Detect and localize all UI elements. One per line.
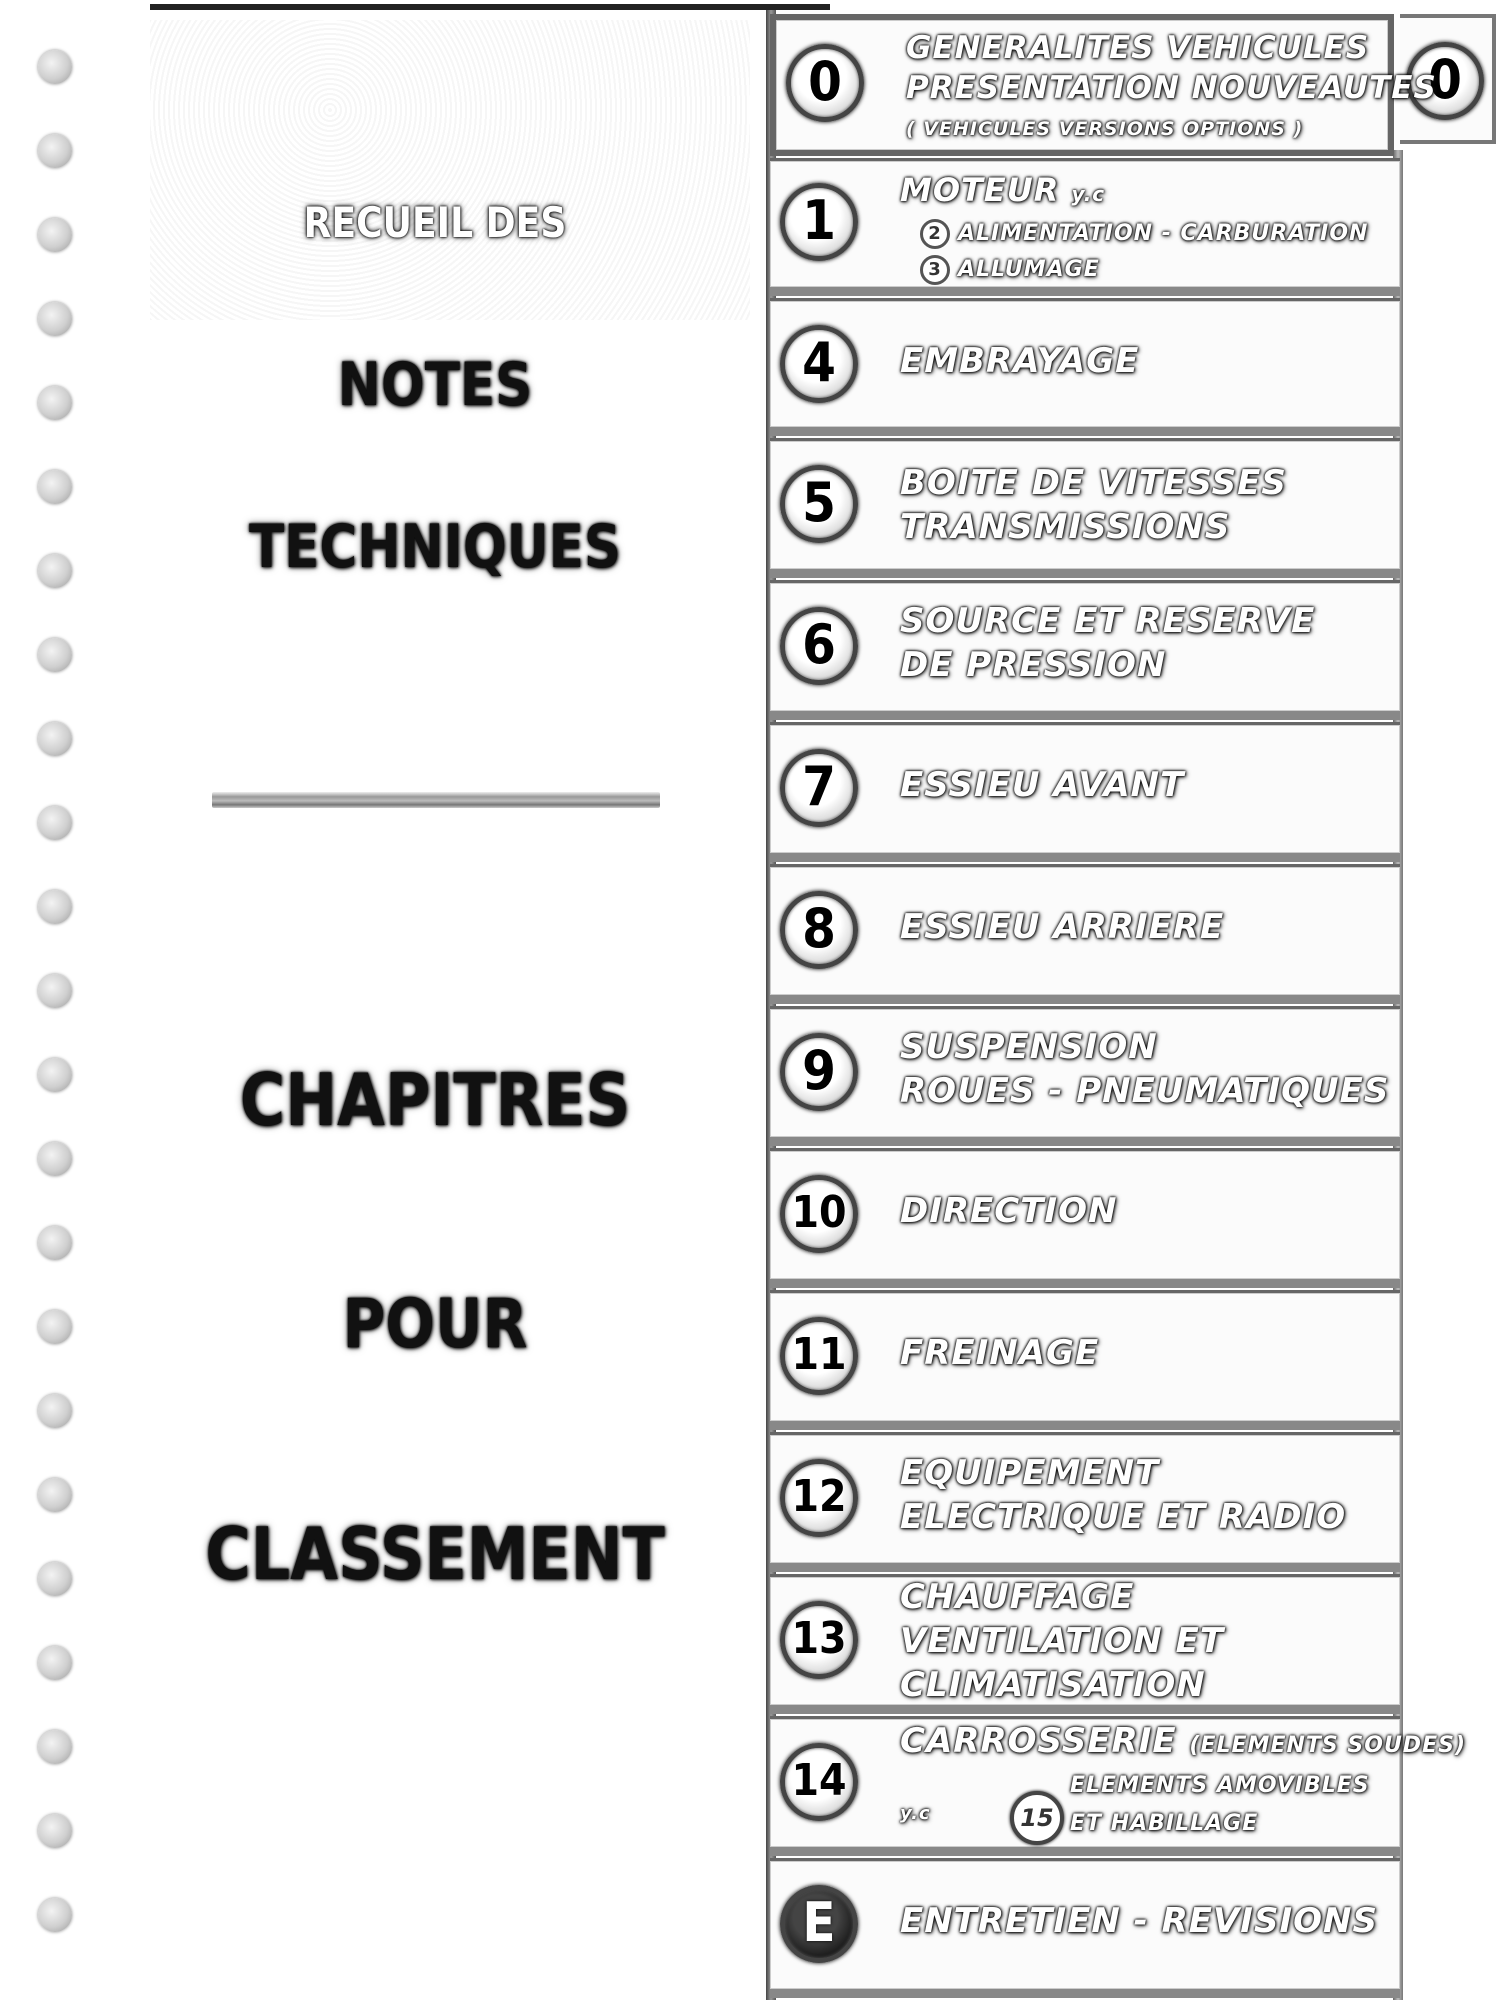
title-line-pour: POUR <box>342 1285 528 1364</box>
binder-hole-icon <box>38 134 72 168</box>
sub-chapter-label: ALIMENTATION - CARBURATION <box>958 221 1369 246</box>
chapter-title-line2: PRESENTATION NOUVEAUTES <box>906 70 1437 106</box>
sub-chapter-ref-icon: 2 <box>920 219 950 249</box>
chapter-title: BOITE DE VITESSES <box>900 463 1287 503</box>
chapter-number: 10 <box>780 1175 858 1253</box>
chapter-title-line2: DE PRESSION <box>900 645 1167 685</box>
chapter-title-text: CARROSSERIE <box>900 1721 1177 1761</box>
binder-hole-icon <box>38 1562 72 1596</box>
title-line-classement: CLASSEMENT <box>205 1512 665 1596</box>
chapter-number: 0 <box>786 44 864 122</box>
chapter-tab-14[interactable] <box>770 1716 1466 1856</box>
chapter-tab-10[interactable] <box>770 1148 1400 1288</box>
chapter-tab-1[interactable] <box>770 158 1400 296</box>
chapter-title-text: MOTEUR <box>900 171 1060 209</box>
title-line-recueil: RECUEIL DES <box>303 198 567 247</box>
chapter-title-line2: TRANSMISSIONS <box>900 507 1231 547</box>
binder-hole-icon <box>38 722 72 756</box>
binder-hole-icon <box>38 386 72 420</box>
chapter-title: DIRECTION <box>900 1191 1118 1231</box>
chapter-title: EQUIPEMENT <box>900 1453 1160 1493</box>
chapter-tab-9[interactable] <box>770 1006 1400 1146</box>
chapter-number: 7 <box>780 749 858 827</box>
title-divider <box>212 792 660 808</box>
binder-hole-icon <box>38 50 72 84</box>
chapter-title-note: (ELEMENTS SOUDES) <box>1189 1733 1466 1758</box>
binder-hole-icon <box>38 218 72 252</box>
binder-holes <box>38 50 84 1970</box>
binder-hole-icon <box>38 1142 72 1176</box>
sub-chapter-ref-icon: 3 <box>920 255 950 285</box>
side-tab-number: 0 <box>1406 42 1484 120</box>
binder-hole-icon <box>38 1730 72 1764</box>
chapter-yc: y.c <box>900 1803 931 1824</box>
chapter-sub-item <box>920 219 1368 249</box>
title-panel <box>150 0 750 2015</box>
binder-hole-icon <box>38 1898 72 1932</box>
chapter-tab-13[interactable] <box>770 1574 1400 1714</box>
chapter-title: ESSIEU AVANT <box>900 765 1185 805</box>
binder-hole-icon <box>38 1814 72 1848</box>
binder-hole-icon <box>38 1394 72 1428</box>
chapter-tab-e[interactable] <box>770 1858 1400 1998</box>
chapter-tab-5[interactable] <box>770 438 1400 578</box>
binder-hole-icon <box>38 302 72 336</box>
chapter-number: 8 <box>780 891 858 969</box>
binder-hole-icon <box>38 1478 72 1512</box>
chapter-number: 1 <box>780 183 858 261</box>
title-line-chapitres: CHAPITRES <box>239 1058 631 1142</box>
chapter-number: 6 <box>780 607 858 685</box>
title-line-techniques: TECHNIQUES <box>248 512 622 582</box>
chapter-tab-11[interactable] <box>770 1290 1400 1430</box>
chapter-number: 4 <box>780 325 858 403</box>
chapter-tab-6[interactable] <box>770 580 1400 720</box>
chapter-title: GENERALITES VEHICULES <box>906 30 1370 66</box>
chapter-number: 14 <box>780 1743 858 1821</box>
sub-chapter-label-line2: ET HABILLAGE <box>1070 1811 1259 1836</box>
binder-hole-icon <box>38 806 72 840</box>
title-line-notes: NOTES <box>337 350 533 420</box>
chapter-tab-7[interactable] <box>770 722 1400 862</box>
chapter-tab-0[interactable] <box>770 14 1437 156</box>
chapter-title-line2: VENTILATION ET <box>900 1621 1225 1661</box>
binder-hole-icon <box>38 1226 72 1260</box>
binder-hole-icon <box>38 974 72 1008</box>
chapter-number: 5 <box>780 465 858 543</box>
sub-chapter-ref-icon: 15 <box>1010 1791 1064 1845</box>
chapter-title: ENTRETIEN - REVISIONS <box>900 1901 1378 1941</box>
chapter-title: EMBRAYAGE <box>900 341 1140 381</box>
chapter-note: ( VEHICULES VERSIONS OPTIONS ) <box>906 118 1304 140</box>
binder-hole-icon <box>38 470 72 504</box>
chapter-sub-item <box>920 255 1100 285</box>
chapter-number: 9 <box>780 1033 858 1111</box>
chapter-title-line2: ELECTRIQUE ET RADIO <box>900 1497 1347 1537</box>
chapter-number: 12 <box>780 1459 858 1537</box>
chapter-tab-12[interactable] <box>770 1432 1400 1572</box>
chapter-title: SUSPENSION <box>900 1027 1158 1067</box>
chapter-title-line2: ROUES - PNEUMATIQUES <box>900 1071 1390 1111</box>
chapter-title: CHAUFFAGE <box>900 1577 1135 1617</box>
binder-hole-icon <box>38 554 72 588</box>
binder-hole-icon <box>38 890 72 924</box>
chapter-tab-8[interactable] <box>770 864 1400 1004</box>
chapter-tab-4[interactable] <box>770 298 1400 436</box>
speckle-texture <box>150 20 750 320</box>
sub-chapter-label: ELEMENTS AMOVIBLES <box>1070 1773 1370 1798</box>
chapter-number: 11 <box>780 1317 858 1395</box>
chapter-title-line3: CLIMATISATION <box>900 1665 1206 1705</box>
binder-hole-icon <box>38 638 72 672</box>
chapter-title <box>900 1721 1466 1761</box>
chapter-title-suffix: y.c <box>1071 182 1106 206</box>
chapter-title: ESSIEU ARRIERE <box>900 907 1225 947</box>
binder-hole-icon <box>38 1058 72 1092</box>
chapter-title: FREINAGE <box>900 1333 1100 1373</box>
binder-hole-icon <box>38 1646 72 1680</box>
chapter-number: E <box>780 1885 858 1963</box>
chapter-number: 13 <box>780 1601 858 1679</box>
binder-hole-icon <box>38 1310 72 1344</box>
chapter-title: SOURCE ET RESERVE <box>900 601 1316 641</box>
chapter-title <box>900 171 1105 209</box>
sub-chapter-label: ALLUMAGE <box>958 257 1100 282</box>
